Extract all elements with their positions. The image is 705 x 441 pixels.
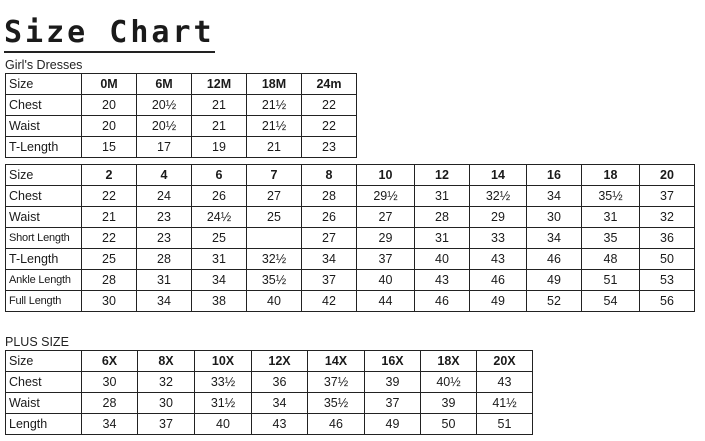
size-header-cell: 12 xyxy=(415,165,470,186)
table-row xyxy=(6,372,533,393)
measurement-cell: 21 xyxy=(82,207,137,228)
measurement-cell: 21½ xyxy=(247,95,302,116)
page-title: Size Chart xyxy=(4,16,215,53)
size-header-cell: 7 xyxy=(247,165,302,186)
measurement-cell: 37 xyxy=(138,414,195,435)
measurement-cell: 27 xyxy=(302,228,357,249)
table-row xyxy=(6,207,695,228)
size-header-cell: 14X xyxy=(308,351,365,372)
measurement-cell: 31 xyxy=(415,228,470,249)
measurement-label: Short Length xyxy=(6,228,82,249)
measurement-cell: 40 xyxy=(415,249,470,270)
measurement-cell: 31 xyxy=(192,249,247,270)
measurement-cell: 30 xyxy=(138,393,195,414)
measurement-cell: 27 xyxy=(357,207,415,228)
measurement-cell: 37 xyxy=(357,249,415,270)
measurement-cell: 37 xyxy=(365,393,421,414)
measurement-cell: 30 xyxy=(82,291,137,312)
measurement-cell: 40 xyxy=(247,291,302,312)
measurement-label: Chest xyxy=(6,186,82,207)
size-header-cell: 10X xyxy=(195,351,252,372)
size-header-cell: 20 xyxy=(640,165,695,186)
measurement-cell: 28 xyxy=(137,249,192,270)
measurement-cell: 31 xyxy=(415,186,470,207)
measurement-cell: 40 xyxy=(357,270,415,291)
measurement-cell: 37 xyxy=(302,270,357,291)
measurement-cell: 51 xyxy=(477,414,533,435)
measurement-label: Ankle Length xyxy=(6,270,82,291)
measurement-cell: 37½ xyxy=(308,372,365,393)
measurement-cell: 43 xyxy=(252,414,308,435)
table-row xyxy=(6,116,357,137)
measurement-label: Waist xyxy=(6,393,82,414)
measurement-cell: 30 xyxy=(527,207,582,228)
measurement-cell: 40½ xyxy=(421,372,477,393)
size-header-cell: 0M xyxy=(82,74,137,95)
table-header-row xyxy=(6,165,695,186)
measurement-cell: 22 xyxy=(82,228,137,249)
measurement-cell: 17 xyxy=(137,137,192,158)
size-header-cell: 6X xyxy=(82,351,138,372)
measurement-cell: 35½ xyxy=(247,270,302,291)
size-header-cell: 16 xyxy=(527,165,582,186)
size-header-cell: 12X xyxy=(252,351,308,372)
size-header-cell: 18X xyxy=(421,351,477,372)
measurement-cell: 32½ xyxy=(470,186,527,207)
measurement-cell: 34 xyxy=(302,249,357,270)
measurement-cell: 28 xyxy=(82,393,138,414)
girls-dresses-label: Girl's Dresses xyxy=(5,58,83,72)
table-row xyxy=(6,228,695,249)
measurement-cell: 20 xyxy=(82,95,137,116)
table-row xyxy=(6,270,695,291)
measurement-cell: 22 xyxy=(82,186,137,207)
measurement-cell: 30 xyxy=(82,372,138,393)
measurement-cell: 56 xyxy=(640,291,695,312)
measurement-label: Chest xyxy=(6,95,82,116)
measurement-cell: 29 xyxy=(357,228,415,249)
measurement-cell: 23 xyxy=(137,207,192,228)
measurement-cell: 34 xyxy=(82,414,138,435)
measurement-cell: 46 xyxy=(470,270,527,291)
measurement-cell: 28 xyxy=(302,186,357,207)
measurement-cell: 19 xyxy=(192,137,247,158)
table-row xyxy=(6,95,357,116)
measurement-cell: 35 xyxy=(582,228,640,249)
plus-size-label: PLUS SIZE xyxy=(5,335,69,349)
measurement-cell: 53 xyxy=(640,270,695,291)
measurement-cell: 39 xyxy=(421,393,477,414)
plus-size-table xyxy=(5,350,533,435)
measurement-label: Full Length xyxy=(6,291,82,312)
measurement-cell: 23 xyxy=(302,137,357,158)
measurement-cell: 31 xyxy=(137,270,192,291)
size-header-cell: 10 xyxy=(357,165,415,186)
column-header-label: Size xyxy=(6,165,82,186)
measurement-cell: 20 xyxy=(82,116,137,137)
measurement-cell: 38 xyxy=(192,291,247,312)
measurement-label: T-Length xyxy=(6,249,82,270)
measurement-cell: 49 xyxy=(470,291,527,312)
size-header-cell: 20X xyxy=(477,351,533,372)
table-row xyxy=(6,414,533,435)
measurement-label: Length xyxy=(6,414,82,435)
measurement-cell: 25 xyxy=(247,207,302,228)
size-header-cell: 18 xyxy=(582,165,640,186)
measurement-cell: 37 xyxy=(640,186,695,207)
measurement-cell: 24½ xyxy=(192,207,247,228)
measurement-cell: 36 xyxy=(640,228,695,249)
measurement-cell: 44 xyxy=(357,291,415,312)
measurement-cell: 32½ xyxy=(247,249,302,270)
measurement-cell: 42 xyxy=(302,291,357,312)
measurement-cell: 43 xyxy=(415,270,470,291)
measurement-cell xyxy=(247,228,302,249)
measurement-cell: 35½ xyxy=(308,393,365,414)
size-header-cell: 14 xyxy=(470,165,527,186)
measurement-cell: 46 xyxy=(527,249,582,270)
measurement-cell: 32 xyxy=(640,207,695,228)
measurement-cell: 43 xyxy=(477,372,533,393)
measurement-cell: 39 xyxy=(365,372,421,393)
measurement-cell: 31½ xyxy=(195,393,252,414)
table-header-row xyxy=(6,74,357,95)
measurement-cell: 34 xyxy=(527,186,582,207)
measurement-cell: 21 xyxy=(192,95,247,116)
column-header-label: Size xyxy=(6,74,82,95)
measurement-cell: 32 xyxy=(138,372,195,393)
table-header-row xyxy=(6,351,533,372)
table-row xyxy=(6,249,695,270)
measurement-cell: 22 xyxy=(302,95,357,116)
measurement-cell: 51 xyxy=(582,270,640,291)
measurement-cell: 36 xyxy=(252,372,308,393)
measurement-cell: 34 xyxy=(192,270,247,291)
measurement-cell: 26 xyxy=(192,186,247,207)
measurement-label: T-Length xyxy=(6,137,82,158)
measurement-label: Waist xyxy=(6,207,82,228)
measurement-cell: 54 xyxy=(582,291,640,312)
measurement-cell: 33½ xyxy=(195,372,252,393)
girls-dresses-kids-table xyxy=(5,164,695,312)
measurement-cell: 25 xyxy=(192,228,247,249)
table-row xyxy=(6,137,357,158)
measurement-cell: 21½ xyxy=(247,116,302,137)
table-row xyxy=(6,393,533,414)
measurement-cell: 43 xyxy=(470,249,527,270)
measurement-cell: 40 xyxy=(195,414,252,435)
size-header-cell: 12M xyxy=(192,74,247,95)
size-header-cell: 6M xyxy=(137,74,192,95)
measurement-cell: 50 xyxy=(421,414,477,435)
size-header-cell: 8 xyxy=(302,165,357,186)
size-header-cell: 8X xyxy=(138,351,195,372)
column-header-label: Size xyxy=(6,351,82,372)
table-row xyxy=(6,186,695,207)
measurement-label: Waist xyxy=(6,116,82,137)
measurement-cell: 20½ xyxy=(137,95,192,116)
measurement-cell: 34 xyxy=(137,291,192,312)
measurement-cell: 21 xyxy=(247,137,302,158)
size-header-cell: 18M xyxy=(247,74,302,95)
measurement-cell: 31 xyxy=(582,207,640,228)
measurement-cell: 50 xyxy=(640,249,695,270)
measurement-cell: 34 xyxy=(527,228,582,249)
measurement-cell: 49 xyxy=(365,414,421,435)
measurement-cell: 28 xyxy=(415,207,470,228)
size-header-cell: 24m xyxy=(302,74,357,95)
measurement-cell: 46 xyxy=(415,291,470,312)
measurement-cell: 34 xyxy=(252,393,308,414)
measurement-cell: 29½ xyxy=(357,186,415,207)
measurement-cell: 22 xyxy=(302,116,357,137)
measurement-cell: 23 xyxy=(137,228,192,249)
measurement-label: Chest xyxy=(6,372,82,393)
measurement-cell: 52 xyxy=(527,291,582,312)
table-row xyxy=(6,291,695,312)
measurement-cell: 41½ xyxy=(477,393,533,414)
measurement-cell: 21 xyxy=(192,116,247,137)
measurement-cell: 29 xyxy=(470,207,527,228)
measurement-cell: 15 xyxy=(82,137,137,158)
measurement-cell: 27 xyxy=(247,186,302,207)
measurement-cell: 28 xyxy=(82,270,137,291)
size-header-cell: 6 xyxy=(192,165,247,186)
measurement-cell: 35½ xyxy=(582,186,640,207)
size-header-cell: 4 xyxy=(137,165,192,186)
measurement-cell: 48 xyxy=(582,249,640,270)
measurement-cell: 24 xyxy=(137,186,192,207)
size-header-cell: 16X xyxy=(365,351,421,372)
girls-dresses-infant-table xyxy=(5,73,357,158)
measurement-cell: 20½ xyxy=(137,116,192,137)
measurement-cell: 25 xyxy=(82,249,137,270)
measurement-cell: 33 xyxy=(470,228,527,249)
measurement-cell: 26 xyxy=(302,207,357,228)
measurement-cell: 49 xyxy=(527,270,582,291)
size-header-cell: 2 xyxy=(82,165,137,186)
measurement-cell: 46 xyxy=(308,414,365,435)
